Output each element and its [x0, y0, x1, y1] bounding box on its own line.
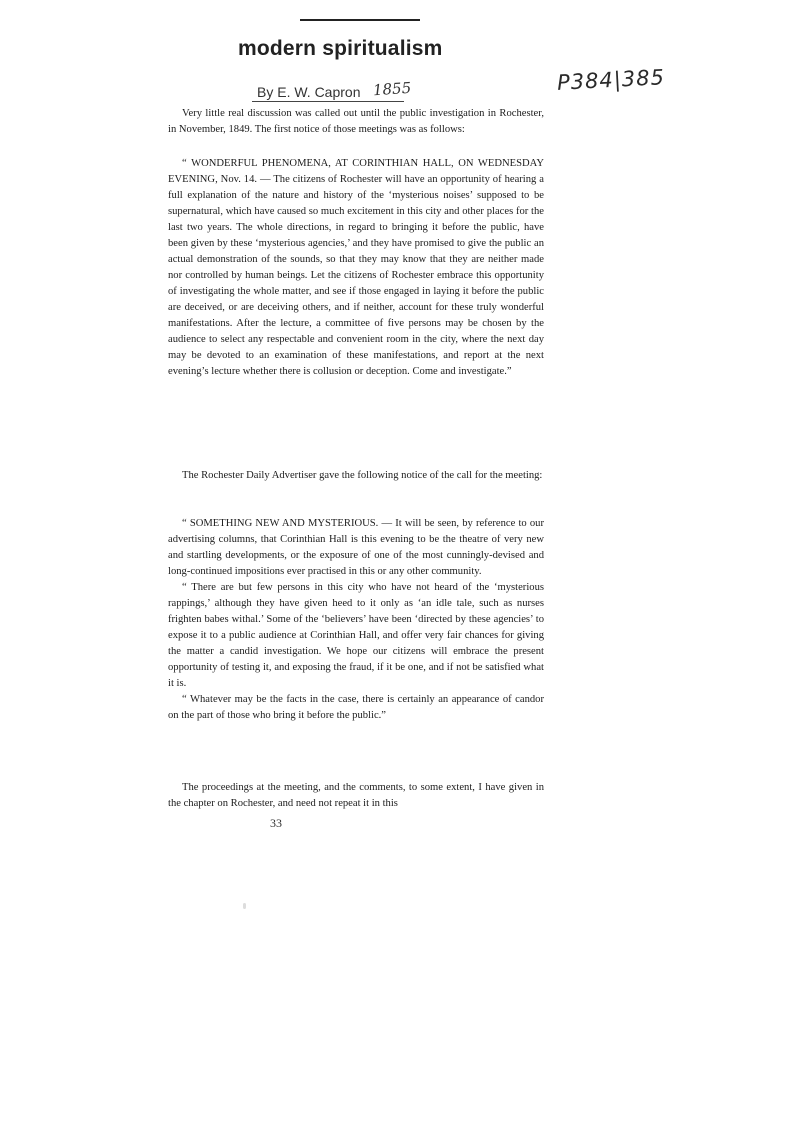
top-rule: [300, 19, 420, 21]
handwritten-year: 1855: [372, 78, 412, 100]
paragraph-wonderful-phenomena: “ WONDERFUL PHENOMENA, AT CORINTHIAN HALL, ON WEDNESDAY EVENING, Nov. 14. — The citizens of Rochester will have an opportunity of hearing a full explanation of the nature and history of the ‘mysterious noises’ supposed to be supernatural, which have caused so much excitement in this city and other places for the last two years. The whole directions, in regard to bringing it before the public, have been given by these ‘mysterious agencies,’ and they have promised to give the public an actual demonstration of the sounds, so that they may know that they are neither made nor controlled by human beings. Let the citizens of Rochester embrace this opportunity of investigating the whole matter, and see if those engaged in laying it before the public are deceived, or are deceiving others, and if neither, account for these truly wonderful manifestations. After the lecture, a committee of five persons may be chosen by the audience to select any respectable and convenient room in the city, where the next day may be devoted to an examination of these manifestations, and report at the next evening’s lecture whether there is collusion or deception. Come and investigate.”: [168, 158, 544, 377]
page-number: 33: [270, 816, 282, 830]
advertiser-block: [168, 468, 544, 484]
paragraph-intro: Very little real discussion was called out until the public investigation in Rochester, in November, 1849. The first notice of those meetings was as follows:: [168, 108, 544, 135]
notice-block: [168, 156, 544, 380]
closing-block: [168, 780, 544, 812]
paragraph-advertiser: The Rochester Daily Advertiser gave the following notice of the call for the meeting:: [182, 470, 543, 481]
handwritten-reference: P384|385: [556, 65, 666, 95]
paragraph-few-persons: “ There are but few persons in this city who have not heard of the ‘mysterious rappings,’ although they have given heed to it only as ‘an idle tale, such as nurses frighten babes withal.’ Some of the ‘believers’ have been ‘directed by these agencies’ to expose it to a public audience at Corinthian Hall, and offer very fair chances for giving the matter a candid investigation. We hope our citizens will embrace the present opportunity of testing it, and exposing the fraud, if it be one, and if not be satisfied what it is.: [168, 582, 544, 689]
paragraph-proceedings: The proceedings at the meeting, and the comments, to some extent, I have given in the chapter on Rochester, and need not repeat it in this: [168, 782, 544, 809]
scan-speck: [243, 903, 246, 909]
paragraph-something-new: “ SOMETHING NEW AND MYSTERIOUS. — It will be seen, by reference to our advertising columns, that Corinthian Hall is this evening to be the theatre of very new and startling developments, or the exposure of one of the most cunningly-devised and long-continued impositions ever practised in this or any other community.: [168, 518, 544, 577]
intro-block: [168, 106, 544, 138]
page-title: modern spiritualism: [238, 37, 443, 60]
byline: By E. W. Capron: [257, 84, 361, 100]
byline-underline: [252, 101, 404, 102]
paragraph-whatever: “ Whatever may be the facts in the case, there is certainly an appearance of candor on the part of those who bring it before the public.”: [168, 694, 544, 721]
quoted-notice-block: [168, 516, 544, 724]
